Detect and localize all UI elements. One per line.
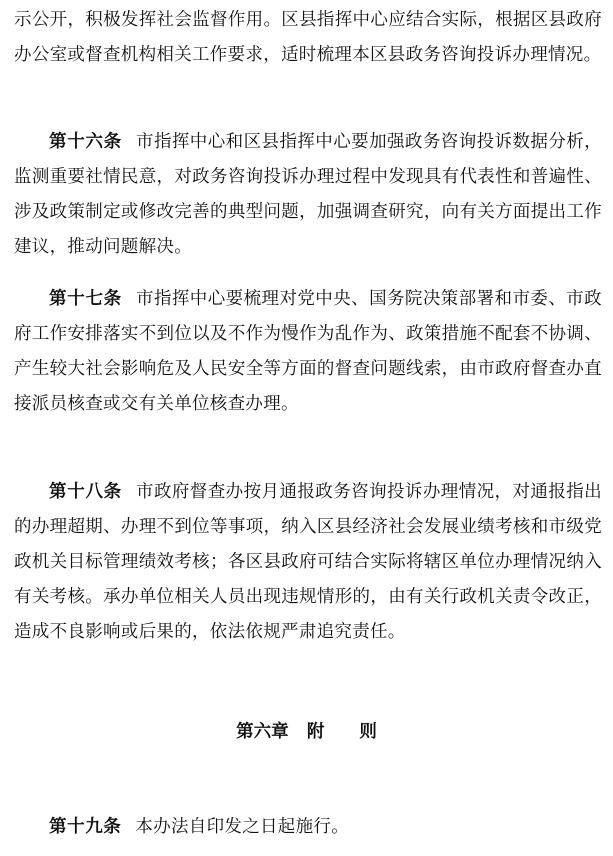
chapter-heading bbox=[0, 715, 613, 750]
article-19 bbox=[14, 810, 602, 845]
continued-paragraph bbox=[14, 3, 602, 73]
chapter-number: 第六章 bbox=[236, 722, 289, 742]
article-number: 第十九条 bbox=[49, 817, 122, 837]
article-text: 市指挥中心要梳理对党中央、国务院决策部署和市委、市政府工作安排落实不到位以及不作为慢作为乱作为、政策措施不配套不协调、产生较大社会影响危及人民安全等方面的督查问题线索，由市政府督查办直接派员核查或交有关单位核查办理。 bbox=[14, 289, 602, 414]
article-18 bbox=[14, 475, 602, 650]
article-number: 第十七条 bbox=[49, 289, 122, 309]
article-number: 第十八条 bbox=[49, 482, 122, 502]
article-text: 市指挥中心和区县指挥中心要加强政务咨询投诉数据分析，监测重要社情民意，对政务咨询投诉办理过程中发现具有代表性和普遍性、涉及政策制定或修改完善的典型问题，加强调查研究，向有关方面提出工作建议，推动问题解决。 bbox=[14, 132, 602, 257]
article-number: 第十六条 bbox=[49, 132, 122, 152]
article-16 bbox=[14, 125, 602, 265]
article-text: 市政府督查办按月通报政务咨询投诉办理情况，对通报指出的办理超期、办理不到位等事项，纳入区县经济社会发展业绩考核和市级党政机关目标管理绩效考核；各区县政府可结合实际将辖区单位办理情况纳入有关考核。承办单位相关人员出现违规情形的，由有关行政机关责令改正，造成不良影响或后果的，依法依规严肃追究责任。 bbox=[14, 482, 602, 642]
article-text: 本办法自印发之日起施行。 bbox=[135, 817, 350, 837]
chapter-title: 附 则 bbox=[306, 722, 377, 742]
continued-text: 示公开，积极发挥社会监督作用。区县指挥中心应结合实际，根据区县政府办公室或督查机构相关工作要求，适时梳理本区县政务咨询投诉办理情况。 bbox=[14, 10, 602, 65]
article-17 bbox=[14, 282, 602, 422]
